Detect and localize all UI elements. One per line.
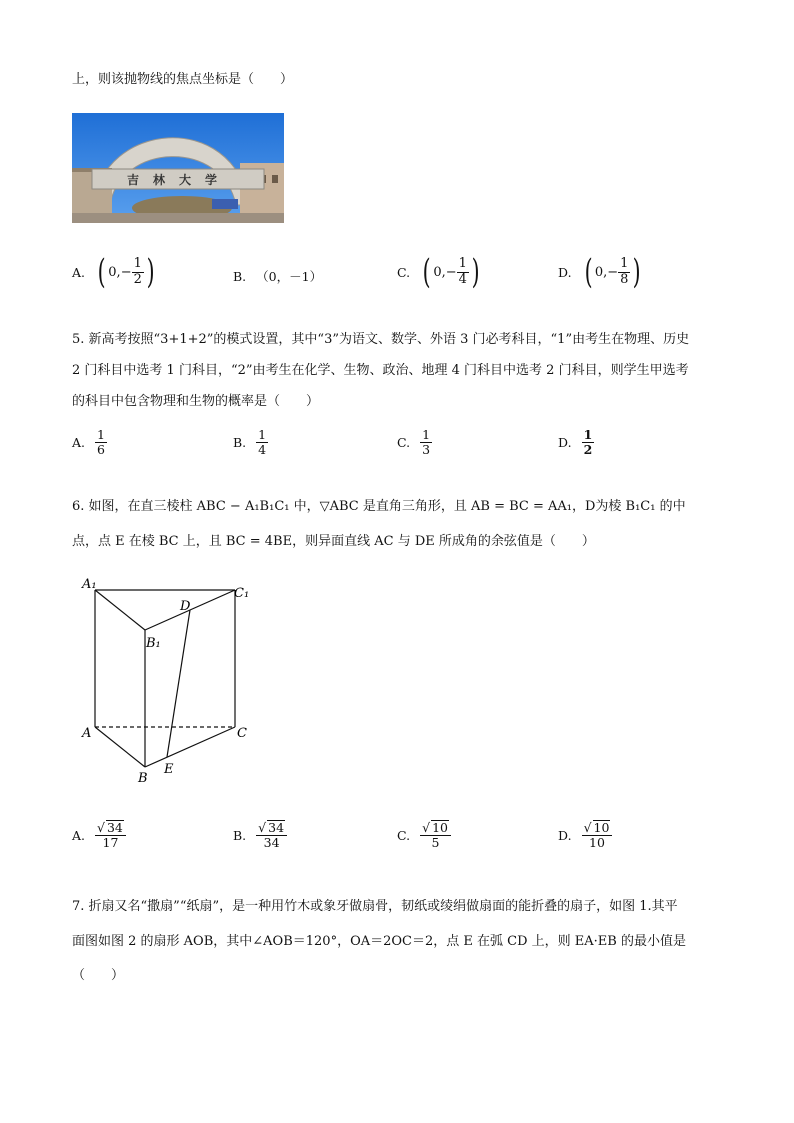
segment-de: [167, 610, 190, 757]
question-4-tail: 上，则该抛物线的焦点坐标是（ ）: [72, 72, 294, 87]
fraction: $\frac{√ 34}{34}$: [256, 820, 287, 851]
q5-option-a[interactable]: A. $\frac{1}{6}$: [72, 427, 105, 458]
q4-option-a[interactable]: A. ( 0, − $\frac{1}{2}$ ): [72, 252, 155, 292]
edge-ab: [95, 727, 145, 767]
fraction: $\frac{√ 10}{10}$: [582, 820, 613, 851]
question-7-line-2: 面图如图 2 的扇形 AOB，其中∠AOB＝120°，OA＝2OC＝2，点 E 在弧 CD 上，则 EA·EB 的最小值是: [72, 934, 686, 949]
sqrt-sign: √ 10: [422, 820, 448, 835]
question-6-line-2: 点，点 E 在棱 BC 上，且 BC = 4BE，则异面直线 AC 与 DE 所成角的余弦值是（ ）: [72, 534, 595, 549]
fraction: $\frac{1}{3}$: [422, 427, 431, 458]
fraction: $\frac{1}{2}$: [583, 427, 593, 458]
option-label: B.: [233, 268, 247, 284]
label-e: E: [164, 762, 174, 777]
q6-option-d[interactable]: D. $\frac{√ 10}{10}$: [558, 820, 612, 851]
prism-figure: [70, 570, 270, 790]
label-a1: A₁: [82, 577, 97, 592]
q5-option-b[interactable]: B. $\frac{1}{4}$: [233, 427, 267, 458]
question-5-line-2: 2 门科目中选考 1 门科目，“2”由考生在化学、生物、政治、地理 4 门科目中选考 2 门科目，则学生甲选考: [72, 363, 689, 378]
option-label: D.: [558, 264, 572, 280]
question-5-line-1: 5. 新高考按照“3+1+2”的模式设置，其中“3”为语文、数学、外语 3 门必考科目，“1”由考生在物理、历史: [72, 332, 690, 347]
question-7-line-3: （ ）: [72, 968, 125, 983]
fraction: $\frac{√ 34}{17}$: [95, 820, 126, 851]
fraction: $\frac{1}{8}$: [620, 255, 629, 287]
gate-sign-text: 吉林大学: [127, 173, 232, 187]
fraction: $\frac{1}{4}$: [458, 255, 467, 287]
edge-bc: [145, 727, 235, 767]
label-c: C: [237, 726, 247, 741]
label-b: B: [138, 771, 148, 786]
q4-option-d[interactable]: D. ( 0, − $\frac{1}{8}$ ): [558, 252, 642, 292]
fraction: $\frac{1}{4}$: [258, 427, 267, 458]
sqrt-sign: √ 34: [97, 820, 123, 835]
q4-option-b[interactable]: B. （0，－1）: [233, 268, 323, 284]
fraction: $\frac{1}{2}$: [133, 255, 142, 287]
q5-option-c[interactable]: C. $\frac{1}{3}$: [397, 427, 431, 458]
option-label: A.: [72, 264, 86, 280]
sqrt-sign: √ 34: [258, 820, 285, 835]
label-c1: C₁: [234, 586, 250, 601]
edge-a1b1: [95, 590, 145, 630]
option-label: C.: [397, 264, 411, 280]
fraction: $\frac{√ 10}{5}$: [420, 820, 451, 851]
sqrt-sign: √ 10: [583, 820, 610, 835]
label-a: A: [82, 726, 92, 741]
label-d: D: [180, 599, 191, 614]
arch-gate-photo: [72, 113, 284, 223]
q6-option-a[interactable]: A. $\frac{√ 34}{17}$: [72, 820, 126, 851]
q6-option-c[interactable]: C. $\frac{√ 10}{5}$: [397, 820, 451, 851]
q5-option-d[interactable]: D. $\frac{1}{2}$: [558, 427, 593, 458]
question-7-line-1: 7. 折扇又名“撒扇”“纸扇”，是一种用竹木或象牙做扇骨，韧纸或绫绢做扇面的能折叠的扇子，如图 1.其平: [72, 899, 678, 914]
question-6-line-1: 6. 如图，在直三棱柱 ABC − A₁B₁C₁ 中，▽ABC 是直角三角形，且 AB = BC = AA₁，D为棱 B₁C₁ 的中: [72, 499, 686, 514]
label-b1: B₁: [146, 636, 161, 651]
arch-gate-illustration: [72, 113, 284, 223]
q4-option-c[interactable]: C. ( 0, − $\frac{1}{4}$ ): [397, 252, 480, 292]
fraction: $\frac{1}{6}$: [97, 427, 105, 458]
question-5-line-3: 的科目中包含物理和生物的概率是（ ）: [72, 394, 320, 409]
q6-option-b[interactable]: B. $\frac{√ 34}{34}$: [233, 820, 287, 851]
